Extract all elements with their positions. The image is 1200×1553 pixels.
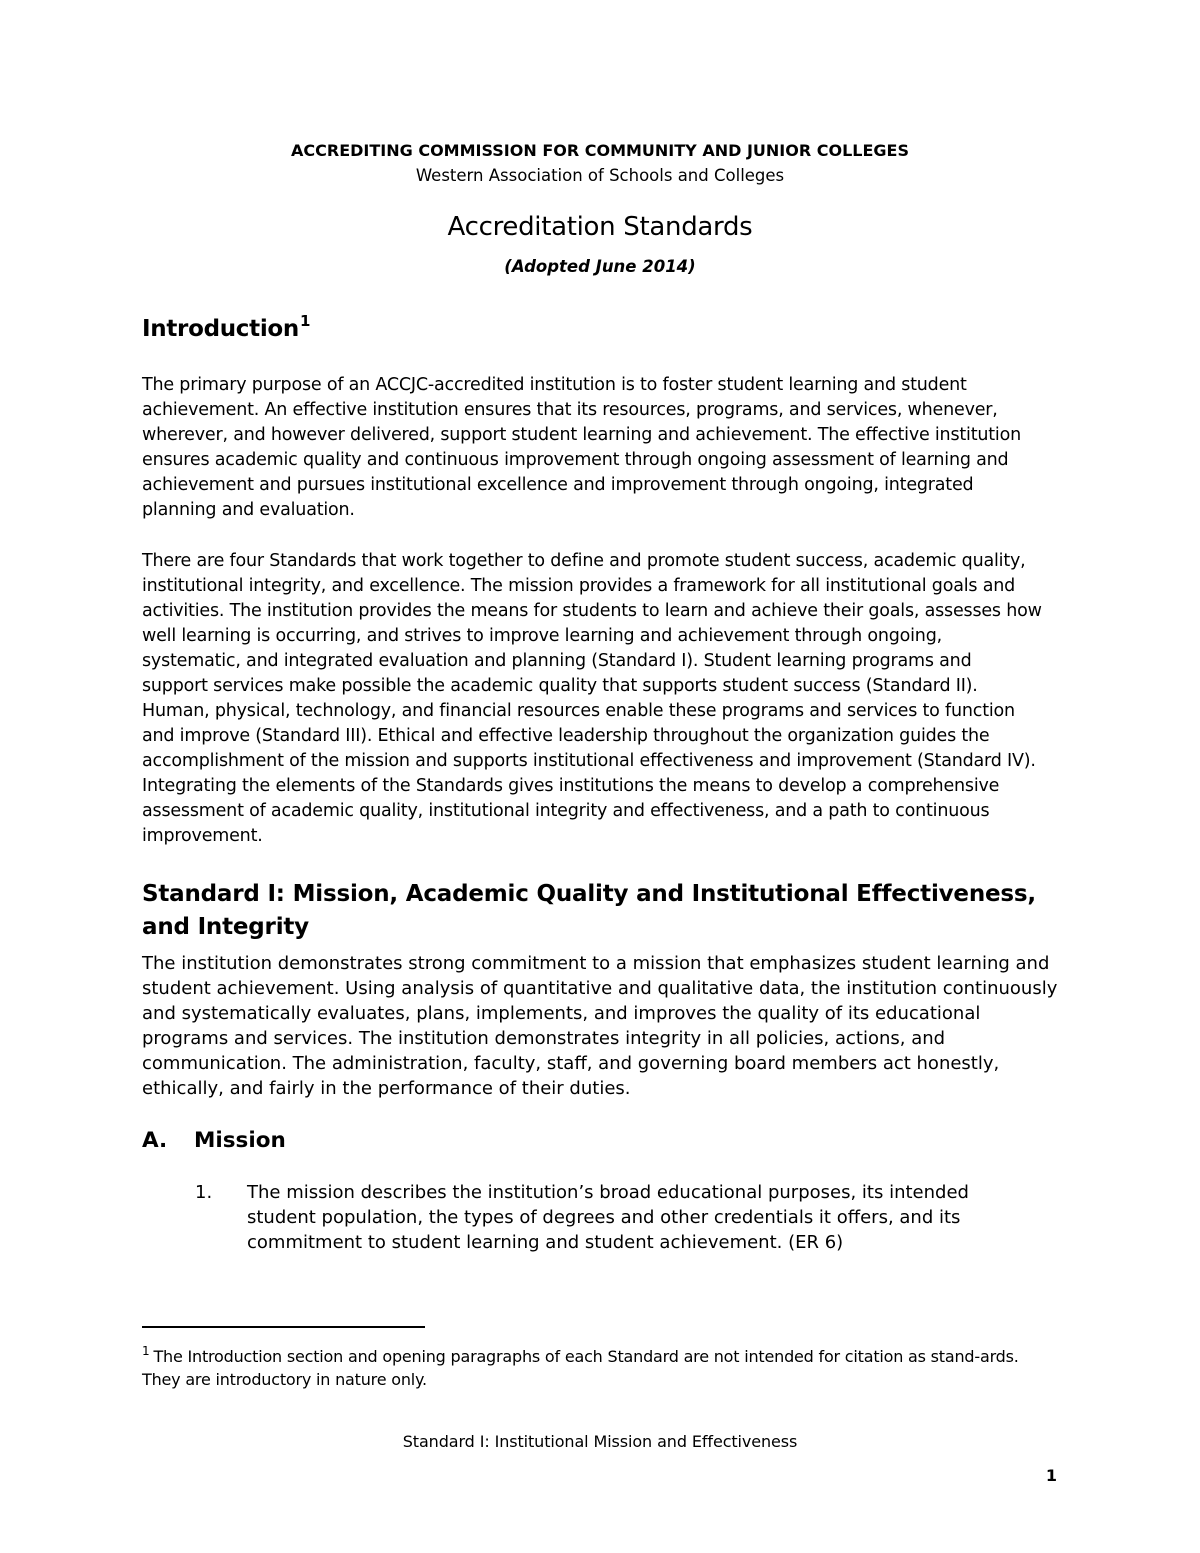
adopted-date: (Adopted June 2014) [504,257,696,276]
list-item [195,1180,1035,1255]
section-a-letter: A. [142,1128,168,1153]
page-number: 1 [1045,1466,1057,1485]
list-item-text: The mission describes the institution’s broad educational purposes, its intended student population, the types of degrees and other credentials it offers, and its commitment to student learning and student achievement. (ER 6) [247,1182,969,1253]
footnote-text: The Introduction section and opening paragraphs of each Standard are not intended for citation as stand-ards. They are introductory in nature only. [142,1347,1019,1389]
footnote-reference[interactable]: 1 [300,312,311,330]
footnote [142,1340,1042,1391]
section-a-title: Mission [194,1128,286,1153]
standard-1-intro: The institution demonstrates strong commitment to a mission that emphasizes student learning and student achievement. Using analysis of quantitative and qualitative data, the institution continuously and systematically evaluates, plans, implements, and improves the quality of its educational programs and services. The institution demonstrates integrity in all policies, actions, and communication. The administration, faculty, staff, and governing board members act honestly, ethically, and fairly in the performance of their duties. [142,953,1058,1099]
footnote-divider [142,1326,425,1328]
introduction-paragraph-1: The primary purpose of an ACCJC-accredited institution is to foster student learning and student achievement. An effective institution ensures that its resources, programs, and services, whenever, wherever, and however delivered, support student learning and achievement. The effective institution ensures academic quality and continuous improvement through ongoing assessment of learning and achievement and pursues institutional excellence and improvement through ongoing, integrated planning and evaluation. [142,375,1021,520]
introduction-paragraph-2: There are four Standards that work together to define and promote student success, academic quality, institutional integrity, and excellence. The mission provides a framework for all institutional goals and activities. The institution provides the means for students to learn and achieve their goals, assesses how well learning is occurring, and strives to improve learning and achievement through ongoing, systematic, and integrated evaluation and planning (Standard I). Student learning programs and support services make possible the academic quality that supports student success (Standard II). Human, physical, technology, and financial resources enable these programs and services to function and improve (Standard III). Ethical and effective leadership throughout the organization guides the accomplishment of the mission and supports institutional effectiveness and improvement (Standard IV). Integrating the elements of the Standards gives institutions the means to develop a comprehensive assessment of academic quality, institutional integrity and effectiveness, and a path to continuous improvement. [142,551,1042,846]
standard-1-heading: Standard I: Mission, Academic Quality and Institutional Effectiveness, and Integrity [142,881,1036,940]
introduction-heading-text: Introduction [142,316,299,342]
running-footer: Standard I: Institutional Mission and Effectiveness [402,1432,798,1451]
list-item-number: 1. [195,1182,213,1203]
document-title: Accreditation Standards [447,212,753,242]
introduction-heading [142,312,310,342]
organization-name: ACCREDITING COMMISSION FOR COMMUNITY AND JUNIOR COLLEGES [291,141,909,160]
association-name: Western Association of Schools and Colleges [415,166,785,185]
section-a-heading [142,1128,286,1153]
footnote-marker: 1 [142,1344,150,1358]
